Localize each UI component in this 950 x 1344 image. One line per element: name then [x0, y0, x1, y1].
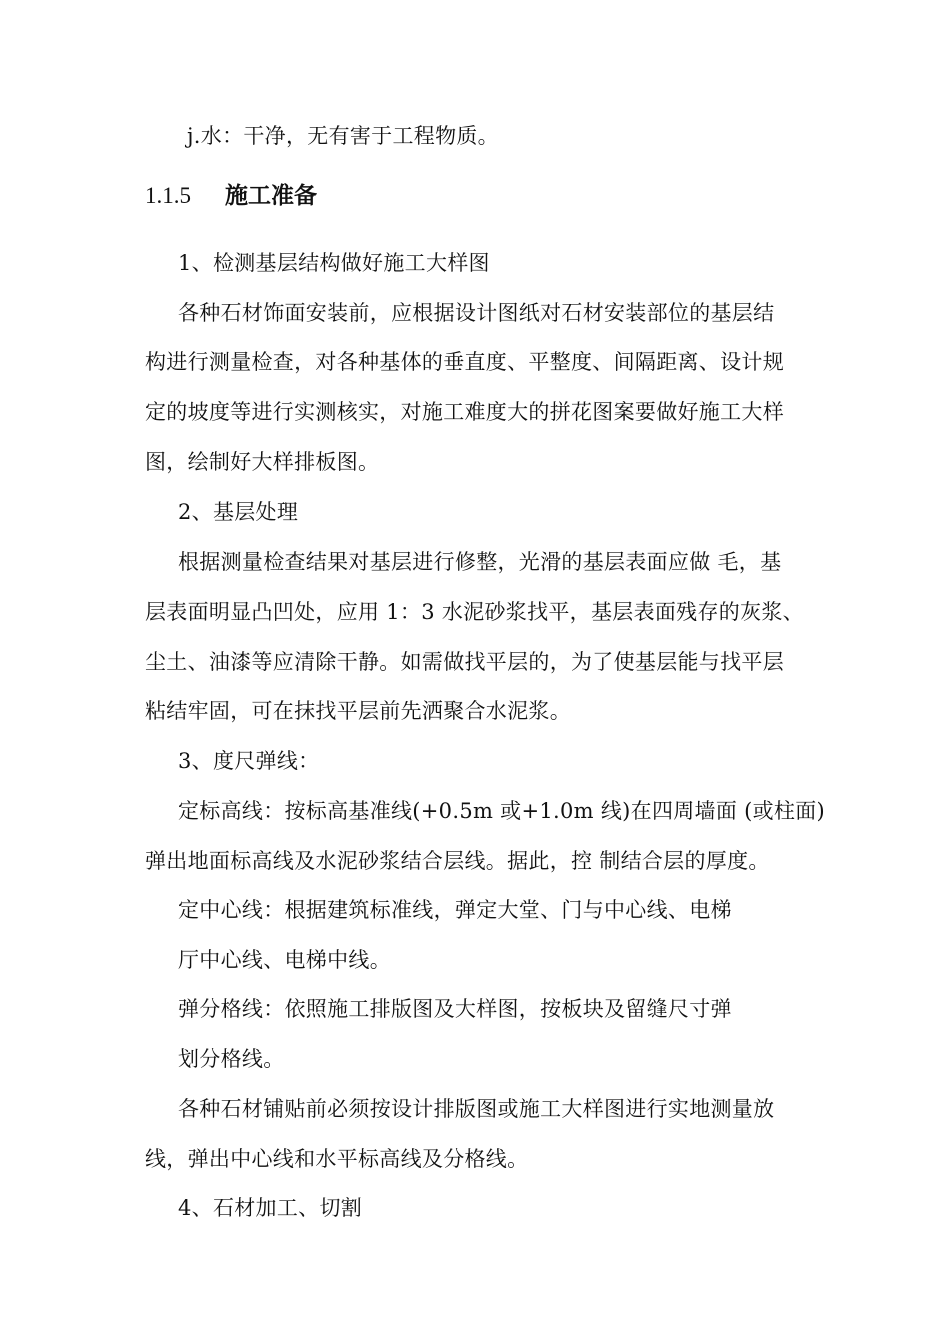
- paragraph-5-line-1: 弹分格线：依照施工排版图及大样图，按板块及留缝尺寸弹: [178, 997, 732, 1021]
- paragraph-1-line-1: 各种石材饰面安装前，应根据设计图纸对石材安装部位的基层结: [178, 301, 775, 325]
- subheading-2: 2、基层处理: [178, 500, 299, 524]
- paragraph-2-line-2: 层表面明显凸凹处，应用 1：3 水泥砂浆找平，基层表面残存的灰浆、: [145, 600, 804, 624]
- paragraph-4-line-1: 定中心线：根据建筑标准线，弹定大堂、门与中心线、电梯: [178, 898, 732, 922]
- paragraph-2-line-3: 尘土、油漆等应清除干静。如需做找平层的，为了使基层能与找平层: [145, 650, 784, 674]
- section-number: 1.1.5: [145, 183, 191, 208]
- water-spec-line: j.水：干净，无有害于工程物质。: [187, 124, 499, 148]
- paragraph-1-line-2: 构进行测量检查，对各种基体的垂直度、平整度、间隔距离、设计规: [145, 350, 784, 374]
- subheading-3: 3、度尺弹线：: [178, 749, 320, 773]
- paragraph-1-line-4: 图，绘制好大样排板图。: [145, 450, 380, 474]
- section-title: 施工准备: [225, 183, 317, 209]
- paragraph-4-line-2: 厅中心线、电梯中线。: [178, 948, 391, 972]
- paragraph-6-line-2: 线，弹出中心线和水平标高线及分格线。: [145, 1147, 529, 1171]
- paragraph-3-line-1: 定标高线：按标高基准线(+0.5m 或+1.0m 线)在四周墙面 (或柱面): [178, 799, 826, 823]
- subheading-4: 4、石材加工、切割: [178, 1196, 363, 1220]
- subheading-1: 1、检测基层结构做好施工大样图: [178, 251, 490, 275]
- paragraph-5-line-2: 划分格线。: [178, 1047, 285, 1071]
- section-heading: [145, 180, 317, 212]
- paragraph-2-line-1: 根据测量检查结果对基层进行修整，光滑的基层表面应做 毛，基: [178, 550, 782, 574]
- paragraph-3-line-2: 弹出地面标高线及水泥砂浆结合层线。据此，控 制结合层的厚度。: [145, 849, 770, 873]
- paragraph-6-line-1: 各种石材铺贴前必须按设计排版图或施工大样图进行实地测量放: [178, 1097, 775, 1121]
- paragraph-1-line-3: 定的坡度等进行实测核实，对施工难度大的拼花图案要做好施工大样: [145, 400, 784, 424]
- paragraph-2-line-4: 粘结牢固，可在抹找平层前先洒聚合水泥浆。: [145, 699, 571, 723]
